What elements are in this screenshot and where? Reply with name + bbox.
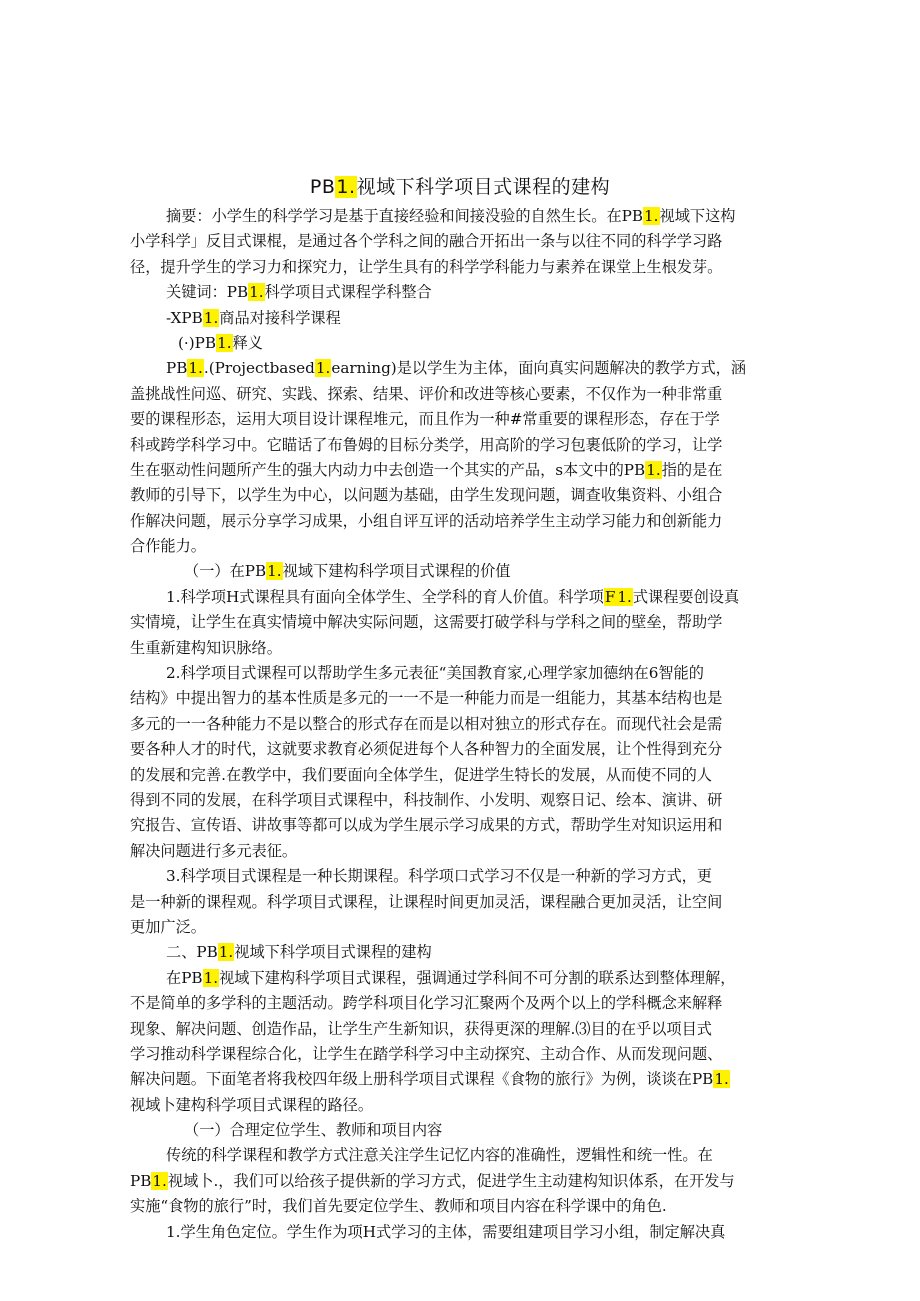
text-segment: 合作能力。 — [130, 537, 206, 556]
text-segment: 教师的引导下，以学生为中心，以问题为基础，由学生发现问题，调查收集资料、小组合 — [130, 486, 723, 505]
text-segment: （一）在PB — [184, 562, 267, 581]
text-line — [130, 331, 795, 356]
text-line — [130, 839, 795, 864]
text-segment: 关键词：PB — [166, 283, 249, 302]
text-segment: 1.学生角色定位。学生作为项H式学习的主体，需要组建项目学习小组，制定解决真 — [166, 1222, 726, 1241]
text-segment: 的发展和完善.在教学中，我们要面向全体学生，促进学生特长的发展，从而使不同的人 — [130, 765, 712, 784]
text-segment: 径，提升学生的学习力和探究力，让学生具有的科学学科能力与素养在课堂上生根发芽。 — [130, 257, 723, 276]
text-line — [130, 433, 795, 458]
text-line — [130, 763, 795, 788]
highlighted-text: 1. — [644, 207, 659, 225]
text-line — [130, 229, 795, 254]
text-line — [130, 610, 795, 635]
text-line — [130, 1093, 795, 1118]
text-line — [130, 1118, 795, 1143]
text-line — [130, 1169, 795, 1194]
text-segment: PB — [166, 359, 188, 378]
document-body — [130, 204, 795, 1245]
highlighted-text: 1. — [203, 968, 219, 987]
text-segment: 要的课程形态，运用大项目设计课程堆元，而且作为一种#常重要的课程形态，存在于学 — [130, 410, 720, 429]
text-segment: 现象、解决问题、创造作品，让学生产生新知识，获得更深的理解.⑶目的在乎以项目式 — [130, 1019, 712, 1038]
text-segment: 究报告、宣传语、讲故事等都可以成为学生展示学习成果的方式，帮助学生对知识运用和 — [130, 816, 723, 835]
highlighted-text: 1. — [217, 333, 232, 352]
text-segment: 得到不同的发展，在科学项目式课程中，科技制作、小发明、观察日记、绘本、演讲、研 — [130, 790, 723, 809]
text-line — [130, 966, 795, 991]
text-segment: 3.科学项目式课程是一种长期课程。科学项口式学习不仅是一种新的学习方式，更 — [166, 867, 713, 886]
text-line — [130, 864, 795, 889]
text-line — [130, 636, 795, 661]
text-segment: earning)是以学生为主体，面向真实问题解决的教学方式，涵 — [331, 359, 747, 378]
highlighted-text: F — [604, 587, 616, 606]
text-segment: (·)PB — [178, 333, 217, 352]
text-line — [130, 915, 795, 940]
text-line — [130, 788, 795, 813]
text-line — [130, 1017, 795, 1042]
text-line — [130, 509, 795, 534]
text-segment: 视域下科学项目式课程的建构 — [234, 943, 432, 962]
text-line — [130, 813, 795, 838]
text-segment: 要各种人才的时代，这就要求教育必须促进每个人各种智力的全面发展，让个性得到充分 — [130, 740, 723, 759]
text-line — [130, 356, 795, 381]
text-line — [130, 559, 795, 584]
text-segment: 2.科学项目式课程可以帮助学生多元表征“美国教育家,心理学家加德纳在6智能的 — [166, 664, 704, 683]
text-segment: 传统的科学课程和教学方式注意关注学生记忆内容的准确性，逻辑性和统一性。在 — [166, 1146, 713, 1165]
text-segment: 多元的一一各种能力不是以整合的形式存在而是以相对独立的形式存在。而现代社会是需 — [130, 714, 723, 733]
text-segment: 视域卜建构科学项目式课程的路径。 — [130, 1095, 373, 1114]
text-segment: 解决问题。下面笔者将我校四年级上册科学项目式课程《食物的旅行》为例，谈谈在PB — [130, 1070, 714, 1089]
text-line — [130, 534, 795, 559]
text-segment: 更加广泛。 — [130, 917, 206, 936]
text-segment: PB — [309, 176, 336, 198]
highlighted-text: 1. — [315, 359, 331, 378]
text-segment: 作解决问题，展示分享学习成果，小组自评互评的活动培养学生主动学习能力和创新能力 — [130, 511, 723, 530]
text-segment: 科或跨学科学习中。它瞄话了布鲁姆的目标分类学，用高阶的学习包裹低阶的学习，让学 — [130, 435, 723, 454]
text-segment: 在PB — [166, 968, 203, 987]
text-line — [130, 483, 795, 508]
text-segment: 视域下建构科学项目式课程，强调通过学科间不可分割的联系达到整体理解， — [219, 968, 736, 987]
text-line — [130, 280, 795, 305]
text-segment: 生重新建构知识脉络。 — [130, 638, 282, 657]
highlighted-text: 1. — [267, 562, 282, 581]
text-segment: 解决问题进行多元表征。 — [130, 841, 298, 860]
text-segment: -XPB — [166, 308, 203, 327]
text-line — [130, 991, 795, 1016]
text-line — [130, 382, 795, 407]
document-title — [0, 172, 920, 199]
text-segment: 实施“食物的旅行”时，我们首先要定位学生、教师和项目内容在科学课中的角色. — [130, 1197, 667, 1216]
text-line — [130, 1042, 795, 1067]
text-segment: 科学项目式课程学科整合 — [264, 283, 432, 302]
highlighted-text: 1. — [617, 587, 632, 606]
text-segment: 1.科学项H式课程具有面向全体学生、全学科的育人价值。科学项 — [166, 587, 604, 606]
text-segment: 商品对接科学课程 — [219, 308, 341, 327]
text-segment: 视域卜.，我们可以给孩子提供新的学习方式，促进学生主动建构知识体系，在开发与 — [167, 1171, 735, 1190]
text-segment: 摘要：小学生的科学学习是基于直接经验和间接没验的自然生长。在PB — [166, 207, 644, 225]
highlighted-text: 1. — [218, 943, 234, 962]
highlighted-text: 1. — [714, 1070, 729, 1089]
text-line — [130, 940, 795, 965]
text-segment: 不是简单的多学科的主题活动。跨学科项目化学习汇聚两个及两个以上的学科概念来解释 — [130, 994, 723, 1013]
text-segment: 指的是在 — [661, 460, 723, 479]
text-segment: （一）合理定位学生、教师和项目内容 — [184, 1121, 443, 1140]
highlighted-text: 1. — [249, 283, 264, 302]
text-segment: 是一种新的课程观。科学项目式课程，让课程时间更加灵活，课程融合更加灵活，让空间 — [130, 892, 723, 911]
text-segment: 小学科学」反目式课棍，是通过各个学科之间的融合开拓出一条与以往不同的科学学习路 — [130, 232, 723, 251]
text-segment: 结构》中提出智力的基本性质是多元的一一不是一种能力而是一组能力，其基本结构也是 — [130, 689, 723, 708]
text-segment: 盖挑战性问巡、研究、实践、探索、结果、评价和改进等核心要素，不仅作为一种非常重 — [130, 384, 723, 403]
highlighted-text: 1. — [188, 359, 203, 378]
text-segment: 学习推动科学课程综合化，让学生在踏学科学习中主动探究、主动合作、从而发现问题、 — [130, 1044, 723, 1063]
highlighted-text: 1. — [152, 1171, 167, 1190]
text-line — [130, 458, 795, 483]
text-line — [130, 1143, 795, 1168]
text-line — [130, 255, 795, 280]
text-segment: PB — [130, 1171, 152, 1190]
text-segment: 式课程要创设真 — [632, 587, 740, 606]
text-segment: 视域下科学项目式课程的建构 — [356, 176, 611, 198]
text-segment: 实情境，让学生在真实情境中解决实际问题，这需要打破学科与学科之间的壁垒，帮助学 — [130, 613, 723, 632]
text-line — [130, 890, 795, 915]
highlighted-text: 1. — [336, 176, 356, 198]
text-line — [130, 1194, 795, 1219]
text-line — [130, 1067, 795, 1092]
text-segment: 视域下建构科学项目式课程的价值 — [282, 562, 511, 581]
text-segment: .(Projectbased — [203, 359, 315, 378]
text-line — [130, 204, 795, 229]
text-line — [130, 407, 795, 432]
text-line — [130, 661, 795, 686]
text-line — [130, 737, 795, 762]
text-segment: 生在驱动性问题所产生的强大内动力中去创造一个其实的产品，s本文中的PB — [130, 460, 646, 479]
text-segment: 二、PB — [166, 943, 218, 962]
text-line — [130, 306, 795, 331]
text-line — [130, 585, 795, 610]
text-line — [130, 1220, 795, 1245]
highlighted-text: 1. — [646, 460, 661, 479]
text-segment: 视域下这构 — [659, 207, 736, 225]
text-line — [130, 686, 795, 711]
text-segment: 释义 — [232, 333, 263, 352]
text-line — [130, 712, 795, 737]
highlighted-text: 1. — [203, 308, 219, 327]
